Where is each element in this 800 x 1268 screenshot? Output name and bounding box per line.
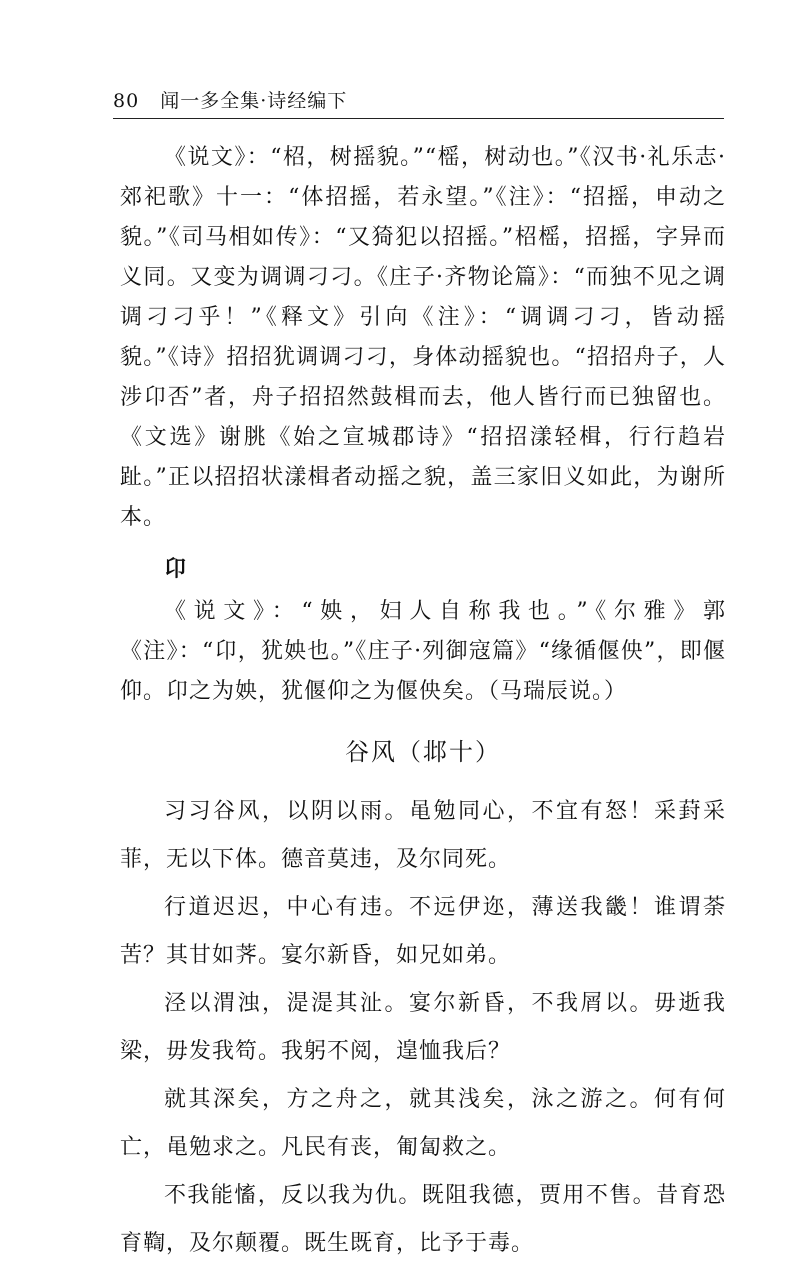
section-title: 谷风（邶十） [345, 738, 501, 766]
poem-stanza-3: 泾以渭浊，湜湜其沚。宴尔新昏，不我屑以。毋逝我梁，毋发我笱。我躬不阅，遑恤我后？ [120, 991, 726, 1064]
poem-stanza-5: 不我能慉，反以我为仇。既阻我德，贾用不售。昔育恐育鞫，及尔颠覆。既生既育，比予于毒。 [120, 1183, 726, 1256]
header-rule [113, 118, 724, 119]
poem-stanza-1: 习习谷风，以阴以雨。黾勉同心，不宜有怒！采葑采菲，无以下体。德音莫违，及尔同死。 [120, 799, 726, 872]
page-number: 80 [113, 90, 140, 112]
commentary-paragraph-2: 《说文》：“姎，妇人自称我也。”《尔雅》郭《注》：“卬，犹姎也。”《庄子·列御寇篇》“缘循偃佒”，即偃仰。卬之为姎，犹偃仰之为偃佒矣。（马瑞辰说。） [120, 599, 726, 704]
poem-stanza-2: 行道迟迟，中心有违。不远伊迩，薄送我畿！谁谓荼苦？其甘如荠。宴尔新昏，如兄如弟。 [120, 895, 726, 968]
poem-stanza-4: 就其深矣，方之舟之，就其浅矣，泳之游之。何有何亡，黾勉求之。凡民有丧，匍匐救之。 [120, 1087, 726, 1160]
running-header [113, 86, 733, 113]
page-body [120, 138, 726, 1268]
book-title: 闻一多全集·诗经编下 [160, 90, 348, 112]
commentary-paragraph-1: 《说文》：“柖，树摇貌。”“榣，树动也。”《汉书·礼乐志·郊祀歌》十一：“体招摇，若永望。”《注》：“招摇，申动之貌。”《司马相如传》：“又猗犯以招摇。”柖榣，招摇，字异而义同。又变为调调刁刁。《庄子·齐物论篇》：“而独不见之调调刁刁乎！”《释文》引向《注》：“调调刁刁，皆动摇貌。”《诗》招招犹调调刁刁，身体动摇貌也。“招招舟子，人涉卬否”者，舟子招招然鼓楫而去，他人皆行而已独留也。《文选》谢朓《始之宣城郡诗》“招招漾轻楫，行行趋岩趾。”正以招招状漾楫者动摇之貌，盖三家旧义如此，为谢所本。 [120, 145, 726, 530]
entry-heading: 卬 [164, 556, 187, 582]
